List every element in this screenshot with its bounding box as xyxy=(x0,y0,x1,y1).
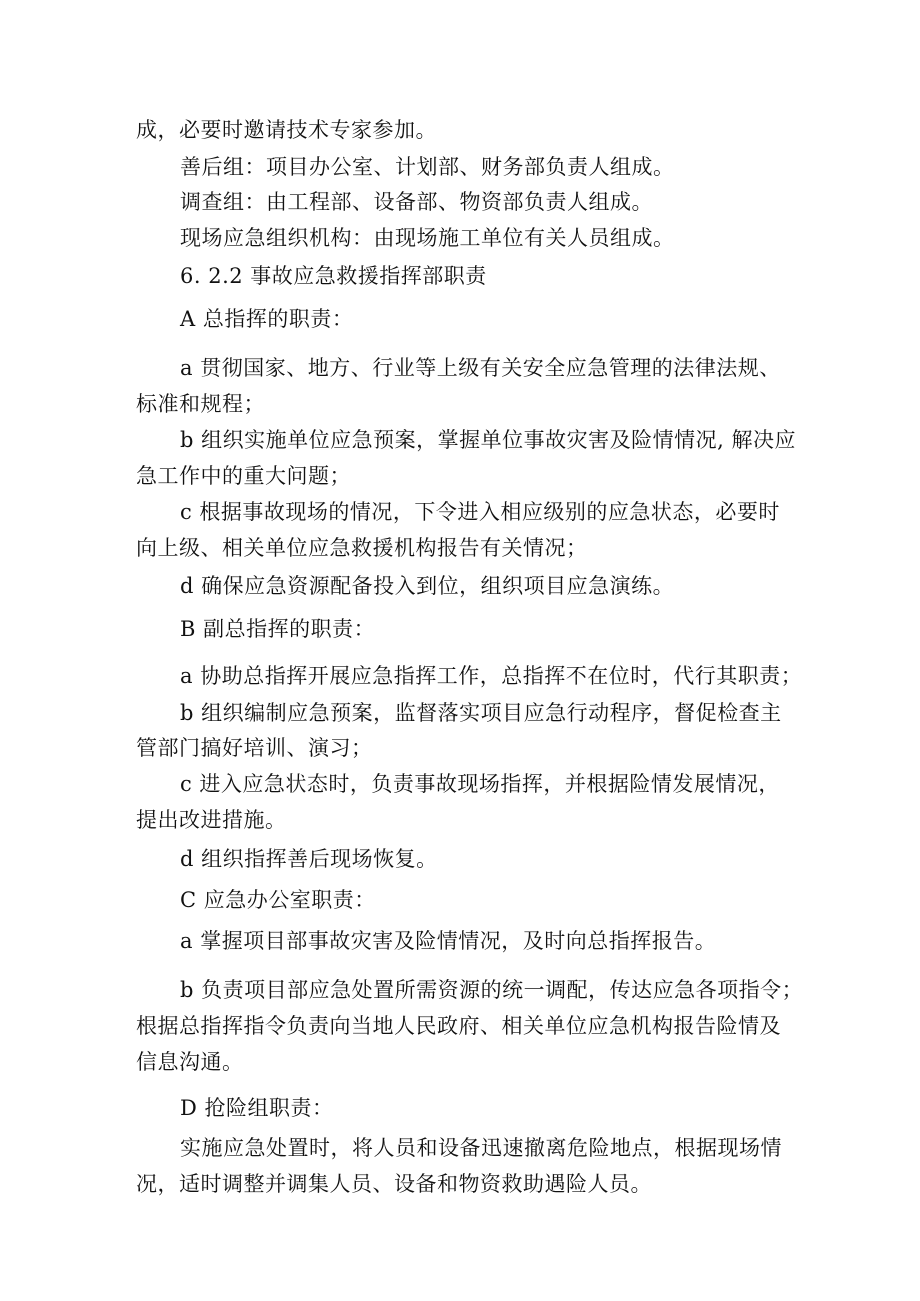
text-line: 现场应急组织机构：由现场施工单位有关人员组成。 xyxy=(180,226,675,250)
text-line: 向上级、相关单位应急救援机构报告有关情况； xyxy=(136,536,588,560)
text-line: 况，适时调整并调集人员、设备和物资救助遇险人员。 xyxy=(136,1172,652,1196)
text-line: a 贯彻国家、地方、行业等上级有关安全应急管理的法律法规、 xyxy=(180,356,781,380)
text-line: b 组织实施单位应急预案，掌握单位事故灾害及险情情况, 解决应 xyxy=(180,428,796,452)
text-line: b 组织编制应急预案，监督落实项目应急行动程序，督促检查主 xyxy=(180,701,782,725)
text-line: a 掌握项目部事故灾害及险情情况，及时向总指挥报告。 xyxy=(180,929,717,953)
text-line: 根据总指挥指令负责向当地人民政府、相关单位应急机构报告险情及 xyxy=(136,1014,781,1038)
text-line: c 进入应急状态时，负责事故现场指挥，并根据险情发展情况， xyxy=(180,772,780,796)
text-line: 实施应急处置时，将人员和设备迅速撤离危险地点，根据现场情 xyxy=(180,1136,782,1160)
text-line: d 确保应急资源配备投入到位，组织项目应急演练。 xyxy=(180,574,675,598)
text-line: 成，必要时邀请技术专家参加。 xyxy=(136,118,437,142)
text-line: b 负责项目部应急处置所需资源的统一调配，传达应急各项指令； xyxy=(180,978,804,1002)
text-line: d 组织指挥善后现场恢复。 xyxy=(180,847,438,871)
text-line: c 根据事故现场的情况，下令进入相应级别的应急状态，必要时 xyxy=(180,500,780,524)
subsection-heading: C 应急办公室职责： xyxy=(180,888,376,912)
text-line: 提出改进措施。 xyxy=(136,808,287,832)
section-heading: 6. 2.2 事故应急救援指挥部职责 xyxy=(180,264,487,288)
text-line: 急工作中的重大问题； xyxy=(136,464,351,488)
text-line: 信息沟通。 xyxy=(136,1050,244,1074)
subsection-heading: A 总指挥的职责： xyxy=(180,307,354,331)
text-line: 调查组：由工程部、设备部、物资部负责人组成。 xyxy=(180,190,653,214)
subsection-heading: D 抢险组职责： xyxy=(180,1096,334,1120)
text-line: 标准和规程； xyxy=(136,392,265,416)
subsection-heading: B 副总指挥的职责： xyxy=(180,617,376,641)
text-line: a 协助总指挥开展应急指挥工作，总指挥不在位时，代行其职责； xyxy=(180,664,803,688)
text-line: 管部门搞好培训、演习； xyxy=(136,736,373,760)
text-line: 善后组：项目办公室、计划部、财务部负责人组成。 xyxy=(180,155,675,179)
